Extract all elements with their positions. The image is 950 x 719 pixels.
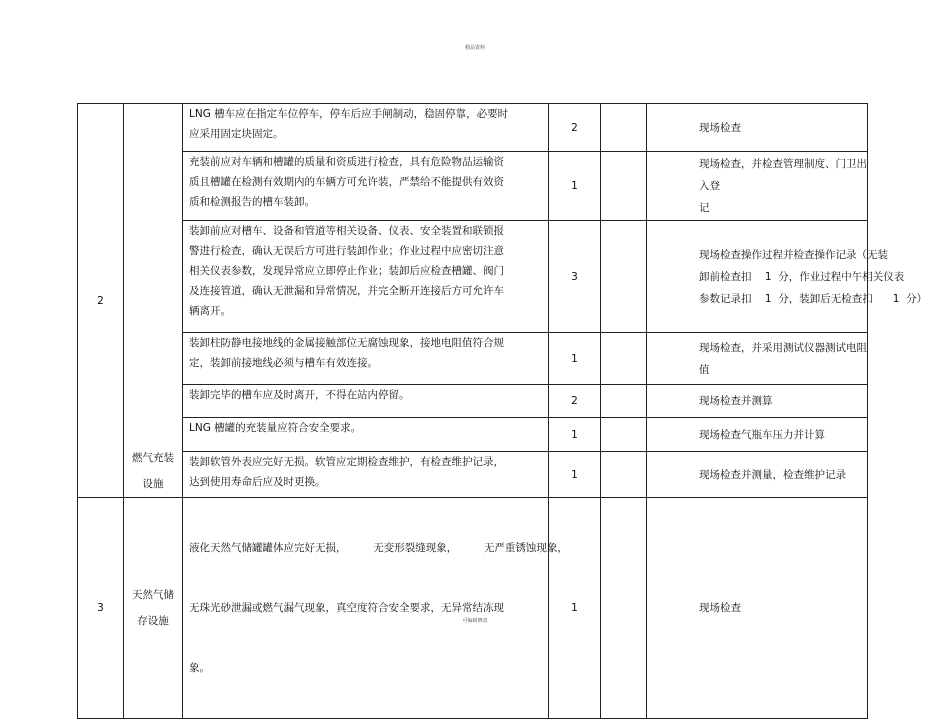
method-cell bbox=[647, 152, 868, 221]
requirement-cell bbox=[183, 452, 549, 498]
requirement-cell bbox=[183, 498, 568, 719]
requirement-cell bbox=[183, 418, 549, 452]
method-line: 现场检查 bbox=[699, 121, 741, 134]
table-row bbox=[78, 104, 868, 152]
requirement-line: 应采用固定块固定。 bbox=[189, 128, 284, 140]
requirement-line: LNG 槽车应在指定车位停车，停车后应手闸制动，稳固停靠，必要时 bbox=[189, 108, 509, 120]
method-line: 现场检查气瓶车压力并计算 bbox=[699, 428, 825, 441]
method-line: 记 bbox=[699, 202, 710, 214]
deduction-cell bbox=[601, 498, 647, 719]
requirement-line: 液化天然气储罐罐体应完好无损， 无变形裂缝现象， 无严重锈蚀现象， bbox=[189, 542, 568, 554]
score-cell: 1 bbox=[549, 418, 601, 452]
requirement-line: 装卸前应对槽车、设备和管道等相关设备、仪表、安全装置和联锁报 bbox=[189, 225, 504, 237]
method-cell bbox=[647, 498, 868, 719]
inspection-table bbox=[77, 103, 928, 719]
section-category bbox=[124, 104, 183, 498]
table-row bbox=[78, 498, 868, 719]
deduction-cell bbox=[601, 452, 647, 498]
table-row bbox=[78, 418, 868, 452]
method-cell bbox=[647, 221, 928, 333]
method-cell bbox=[647, 452, 868, 498]
requirement-line: 定，装卸前接地线必须与槽车有效连接。 bbox=[189, 357, 378, 369]
method-cell bbox=[647, 333, 868, 385]
deduction-cell bbox=[601, 221, 647, 333]
method-line: 卸前检查扣 1 分，作业过程中午相关仪表 bbox=[699, 270, 905, 283]
category-line: 设施 bbox=[142, 478, 164, 490]
requirement-line: 警进行检查，确认无误后方可进行装卸作业；作业过程中应密切注意 bbox=[189, 245, 504, 257]
requirement-cell bbox=[183, 333, 549, 385]
table-row bbox=[78, 221, 868, 333]
requirement-cell bbox=[183, 152, 549, 221]
section-number: 2 bbox=[78, 104, 124, 498]
requirement-line: 装卸完毕的槽车应及时离开，不得在站内停留。 bbox=[189, 389, 410, 401]
method-line: 现场检查，并检查管理制度、门卫出入登 bbox=[699, 158, 867, 192]
score-cell: 3 bbox=[549, 221, 601, 333]
table-row bbox=[78, 333, 868, 385]
requirement-line: 无珠光砂泄漏或燃气漏气现象，真空度符合安全要求，无异常结冻现 bbox=[189, 602, 504, 614]
deduction-cell bbox=[601, 104, 647, 152]
requirement-line: 质且槽罐在检测有效期内的车辆方可允许装，严禁给不能提供有效资 bbox=[189, 176, 504, 188]
requirement-line: 象。 bbox=[189, 662, 210, 674]
method-line: 现场检查并测量，检查维护记录 bbox=[699, 468, 846, 481]
page-header-note: 精品资料 bbox=[464, 45, 485, 51]
table-row bbox=[78, 385, 868, 418]
score-cell: 1 bbox=[549, 498, 601, 719]
method-cell bbox=[647, 104, 868, 152]
method-line: 现场检查 bbox=[699, 602, 741, 614]
category-line: 燃气充装 bbox=[132, 452, 174, 464]
page-footer-note: 可编辑修改 bbox=[462, 618, 488, 624]
deduction-cell bbox=[601, 333, 647, 385]
score-cell: 2 bbox=[549, 385, 601, 418]
requirement-line: 充装前应对车辆和槽罐的质量和资质进行检查，具有危险物品运输资 bbox=[189, 156, 504, 168]
table-row bbox=[78, 452, 868, 498]
deduction-cell bbox=[601, 385, 647, 418]
score-cell: 1 bbox=[549, 452, 601, 498]
method-line: 现场检查并测算 bbox=[699, 395, 773, 407]
table-row bbox=[78, 152, 868, 221]
deduction-cell bbox=[601, 418, 647, 452]
section-number: 3 bbox=[78, 498, 124, 719]
score-cell: 2 bbox=[549, 104, 601, 152]
requirement-line: 相关仪表参数，发现异常应立即停止作业；装卸后应检查槽罐、阀门 bbox=[189, 265, 504, 277]
requirement-cell bbox=[183, 221, 549, 333]
requirement-line: 及连接管道，确认无泄漏和异常情况，并完全断开连接后方可允许车 bbox=[189, 285, 504, 297]
score-cell: 1 bbox=[549, 152, 601, 221]
method-line: 参数记录扣 1 分，装卸后无检查扣 1 分） bbox=[699, 292, 928, 305]
requirement-line: 装卸软管外表应完好无损。软管应定期检查维护，有检查维护记录， bbox=[189, 456, 504, 468]
requirement-line: LNG 槽罐的充装量应符合安全要求。 bbox=[189, 422, 362, 434]
requirement-line: 辆离开。 bbox=[189, 305, 231, 317]
requirement-line: 达到使用寿命后应及时更换。 bbox=[189, 476, 326, 488]
deduction-cell bbox=[601, 152, 647, 221]
requirement-line: 装卸柱防静电接地线的金属接触部位无腐蚀现象，接地电阻值符合规 bbox=[189, 337, 504, 349]
method-line: 现场检查操作过程并检查操作记录（无装 bbox=[699, 248, 888, 261]
score-cell: 1 bbox=[549, 333, 601, 385]
category-line: 存设施 bbox=[137, 615, 169, 627]
requirement-cell bbox=[183, 385, 549, 418]
method-line: 现场检查，并采用测试仪器测试电阻值 bbox=[699, 341, 867, 376]
method-cell bbox=[647, 385, 868, 418]
section-category bbox=[124, 498, 183, 719]
requirement-cell bbox=[183, 104, 549, 152]
method-cell bbox=[647, 418, 868, 452]
requirement-line: 质和检测报告的槽车装卸。 bbox=[189, 196, 315, 208]
category-line: 天然气储 bbox=[132, 589, 174, 601]
